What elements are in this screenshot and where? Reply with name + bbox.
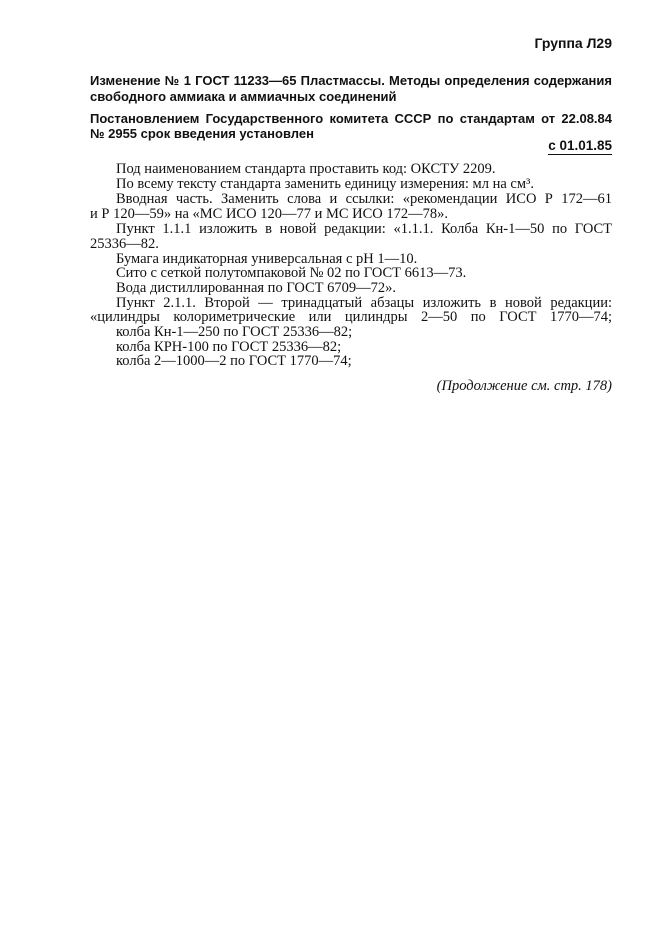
body-line: колба Кн-1—250 по ГОСТ 25336—82;	[116, 324, 353, 340]
body-line: 25336—82.	[90, 236, 159, 252]
continuation-note: (Продолжение см. стр. 178)	[436, 378, 612, 394]
body-line: «цилиндры колориметрические или цилиндры 2—50 по ГОСТ 1770—74;	[90, 309, 612, 325]
body-line: и Р 120—59» на «МС ИСО 120—77 и МС ИСО 172—78».	[90, 206, 449, 222]
title-line-2: свободного аммиака и аммиачных соединений	[90, 89, 397, 104]
body-line: Вода дистиллированная по ГОСТ 6709—72».	[116, 280, 397, 296]
resolution-line-1: Постановлением Государственного комитета СССР по стандартам от 22.08.84	[90, 111, 612, 126]
title-line-1: Изменение № 1 ГОСТ 11233—65 Пластмассы. Методы определения содержания	[90, 73, 612, 88]
body-line: колба 2—1000—2 по ГОСТ 1770—74;	[116, 353, 352, 369]
resolution-line-2: № 2955 срок введения установлен	[90, 126, 314, 141]
body-line: Сито с сеткой полутомпаковой № 02 по ГОСТ 6613—73.	[116, 265, 467, 281]
body-line: Под наименованием стандарта проставить код: ОКСТУ 2209.	[116, 161, 496, 177]
body-line: Вводная часть. Заменить слова и ссылки: «рекомендации ИСО Р 172—61	[116, 191, 612, 207]
body-line: Бумага индикаторная универсальная с pH 1—10.	[116, 251, 418, 267]
group-code: Группа Л29	[534, 35, 612, 51]
body-line: По всему тексту стандарта заменить единицу измерения: мл на см³.	[116, 176, 534, 192]
body-line: Пункт 2.1.1. Второй — тринадцатый абзацы изложить в новой редакции:	[116, 295, 612, 311]
body-line: колба КРН-100 по ГОСТ 25336—82;	[116, 339, 342, 355]
body-line: Пункт 1.1.1 изложить в новой редакции: «1.1.1. Колба Кн-1—50 по ГОСТ	[116, 221, 612, 237]
effective-date: с 01.01.85	[548, 138, 612, 153]
